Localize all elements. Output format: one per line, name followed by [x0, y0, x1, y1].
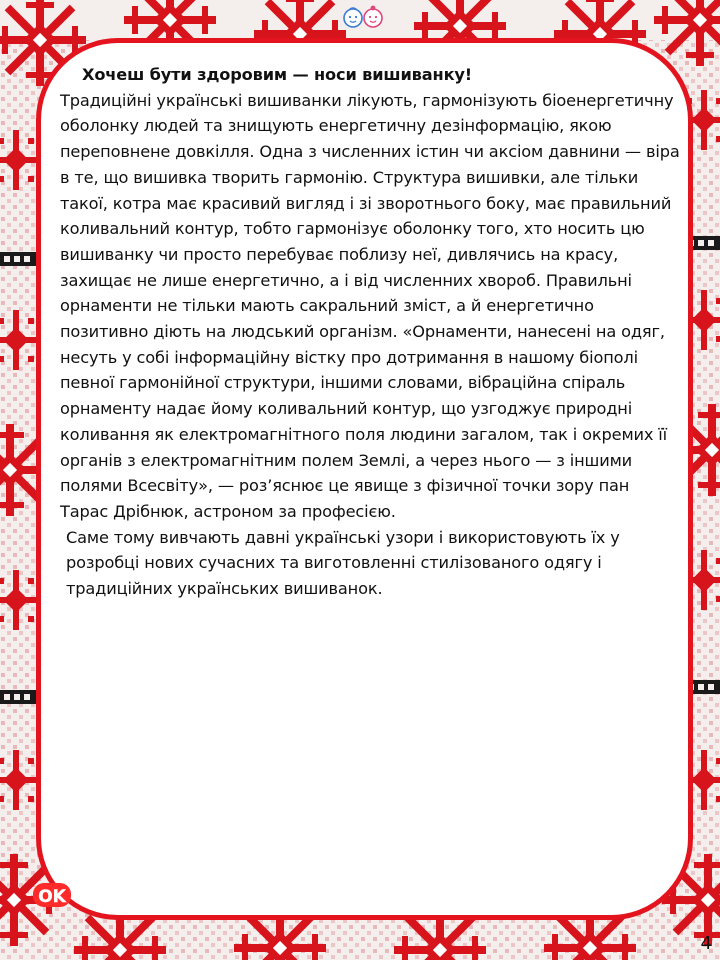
article-title: Хочеш бути здоровим — носи вишиванку!	[82, 65, 473, 84]
ok-badge-icon	[32, 880, 72, 910]
article-body	[60, 62, 680, 602]
page-number: 4	[700, 933, 712, 954]
baby-faces-icon	[340, 4, 386, 30]
paragraph: Традиційні українські вишиванки лікують, гармонізують біоенергетичну оболонку людей та знищують енергетичну дезінформацію, якою переповнене довкілля. Одна з численних істин чи аксіом давнини — віра в те, що вишивка творить гармонію. Структура вишивки, але тільки такої, котра має красивий вигляд і зі зворотнього боку, має правильний коливальний контур, тобто гармонізує оболонку того, хто носить цю вишиванку чи просто перебуває поблизу неї, дивлячись на красу, захищає не лише енергетично, а і від численних хвороб. Правильні орнаменти не тільки мають сакральний зміст, а й енергетично позитивно діють на людський організм. «Орнаменти, нанесені на одяг, несуть у собі інформаційну вістку про дотримання в нашому біополі певної гармонійної структури, іншими словами, вібраційна спіраль орнаменту надає йому коливальний контур, що узгоджує природні коливання як електромагнітного поля людини загалом, так і окремих її органів з електромагнітним полем Землі, а через нього — з іншими полями Всесвіту», — роз’яснює це явище з фізичної точки зору пан Тарас Дрібнюк, астроном за професією.	[60, 90, 680, 521]
paragraph: Саме тому вивчають давні українські узори і використовують їх у розробці нових сучасних та виготовленні стилізованого одягу і традиційних українських вишиванок.	[66, 527, 620, 599]
ok-badge-label: OK	[38, 887, 66, 907]
